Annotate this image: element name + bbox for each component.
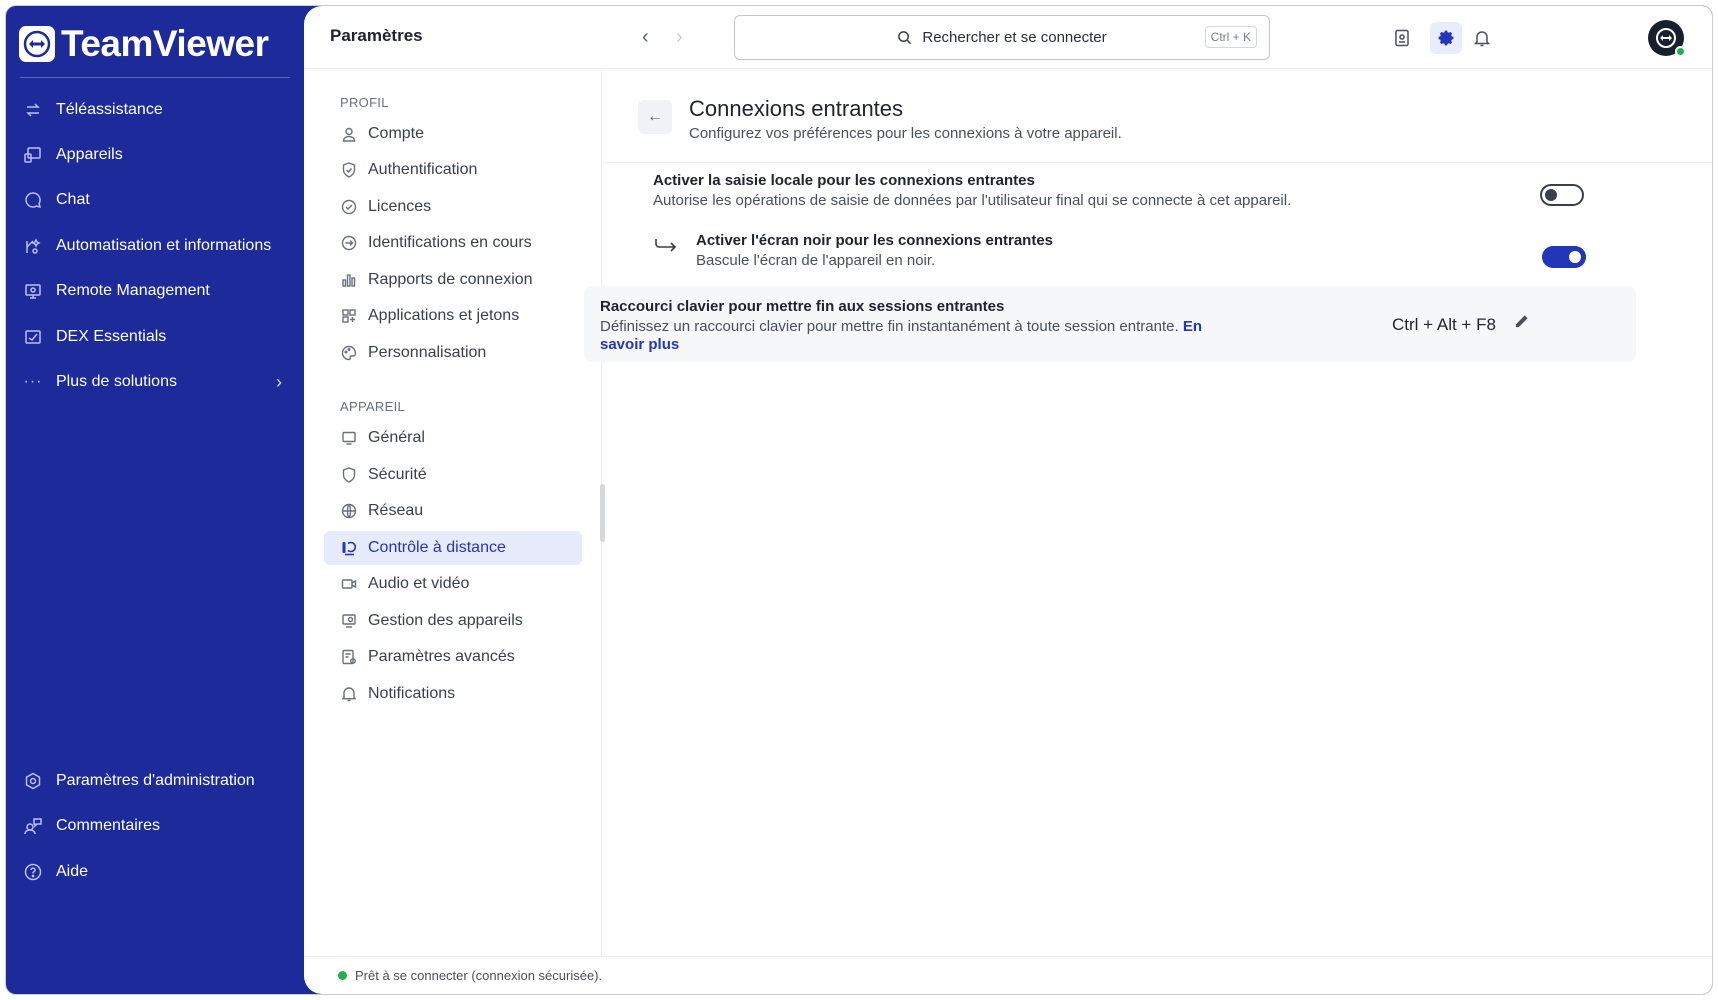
settings-item-label: Audio et vidéo [368,575,470,592]
nav-item-devices[interactable] [22,140,290,170]
bell-icon [340,685,358,703]
settings-item-label: Applications et jetons [368,307,520,324]
settings-item-licenses[interactable] [324,190,582,224]
arrows-swap-icon [22,99,44,121]
nav-item-automation[interactable] [22,231,290,261]
brand-name: TeamViewer [61,23,269,64]
shortcut-description: Définissez un raccourci clavier pour mettre fin instantanément à toute session entrante. [600,318,1179,335]
settings-item-security[interactable] [324,458,582,492]
nav-item-label: Chat [56,191,90,208]
settings-item-device-management[interactable] [324,604,582,638]
devices-icon [22,144,44,166]
nav-item-more-solutions[interactable] [22,367,290,397]
local-input-toggle[interactable] [1540,184,1584,206]
settings-item-label: Paramètres avancés [368,648,515,665]
chat-icon [22,189,44,211]
page-section-title: Paramètres [330,26,423,45]
login-icon [340,234,358,252]
back-arrow-icon[interactable]: ‹ [642,26,649,48]
settings-item-remote-control[interactable] [324,531,582,565]
nav-item-label: Plus de solutions [56,373,177,390]
settings-item-label: Licences [368,198,432,215]
video-icon [340,575,358,593]
black-screen-toggle[interactable] [1542,246,1586,268]
nav-item-help[interactable] [22,857,290,887]
shortcut-title: Raccourci clavier pour mettre fin aux sessions entrantes [600,298,1005,315]
content-header [604,70,1712,163]
user-icon [340,125,358,143]
nav-item-admin-settings[interactable] [22,766,290,796]
settings-item-label: Réseau [368,502,424,519]
shortcut-card [584,286,1636,362]
shortcut-description-block [600,318,1250,354]
nav-item-label: Commentaires [56,817,161,834]
edit-shortcut-button[interactable] [1510,313,1532,335]
setting-description: Autorise les opérations de saisie de données par l'utilisateur final qui se connecte à cet appareil. [653,192,1292,209]
setting-local-input [653,172,1553,209]
bar-chart-icon [340,271,358,289]
forward-arrow-icon[interactable]: › [676,26,683,48]
settings-item-apps-tokens[interactable] [324,299,582,333]
settings-item-general[interactable] [324,421,582,455]
settings-item-personalization[interactable] [324,336,582,370]
settings-item-label: Général [368,429,425,446]
globe-icon [340,502,358,520]
nav-item-chat[interactable] [22,185,290,215]
shortcut-value: Ctrl + Alt + F8 [1392,315,1496,334]
admin-settings-icon [22,770,44,792]
settings-item-active-logins[interactable] [324,226,582,260]
back-button[interactable] [638,100,672,134]
feedback-icon [22,815,44,837]
nav-item-label: Téléassistance [56,101,163,118]
setting-description: Bascule l'écran de l'appareil en noir. [696,252,936,269]
gear-icon[interactable] [1430,22,1462,54]
settings-item-authentication[interactable] [324,153,582,187]
nav-item-remote-assistance[interactable] [22,95,290,125]
nav-item-label: Appareils [56,146,123,163]
settings-item-account[interactable] [324,117,582,151]
monitor-icon [340,429,358,447]
arrow-left-icon: ← [647,108,663,125]
page-title: Connexions entrantes [689,96,904,121]
remote-control-icon [340,539,358,557]
teamviewer-logo [19,23,269,65]
settings-item-connection-reports[interactable] [324,263,582,297]
nav-item-feedback[interactable] [22,811,290,841]
chevron-right-icon: › [276,371,282,392]
toggle-knob [1545,189,1557,201]
avatar[interactable] [1648,20,1684,56]
top-bar [304,6,1712,69]
apps-icon [340,307,358,325]
status-indicator [338,971,347,980]
settings-item-label: Gestion des appareils [368,612,523,629]
nav-item-dex-essentials[interactable] [22,322,290,352]
palette-icon [340,344,358,362]
nav-item-label: Remote Management [56,282,210,299]
settings-item-label: Contrôle à distance [368,539,506,556]
settings-item-network[interactable] [324,494,582,528]
settings-item-label: Compte [368,125,425,142]
main-panel [304,6,1712,994]
shield-icon [340,466,358,484]
status-bar [304,956,1712,994]
device-management-icon [340,612,358,630]
nav-item-remote-management[interactable] [22,276,290,306]
teamviewer-logo-icon [19,26,55,62]
pencil-icon [1514,314,1529,334]
settings-item-label: Identifications en cours [368,234,532,251]
search-shortcut-hint: Ctrl + K [1205,26,1257,48]
shortcut-text [600,298,1300,354]
page-subtitle: Configurez vos préférences pour les connexions à votre appareil. [689,125,1122,142]
shield-check-icon [340,161,358,179]
nav-item-label: DEX Essentials [56,328,167,345]
settings-sidebar-scrollbar[interactable] [600,484,605,542]
contact-card-icon[interactable] [1390,26,1414,50]
search-input[interactable] [734,15,1270,60]
status-text: Prêt à se connecter (connexion sécurisée). [355,968,603,983]
help-icon [22,861,44,883]
remote-management-icon [22,280,44,302]
settings-item-label: Authentification [368,161,478,178]
settings-item-notifications[interactable] [324,677,582,711]
advanced-settings-icon [340,648,358,666]
main-navigation [6,6,304,994]
search-icon [897,30,912,45]
section-label-device: APPAREIL [340,399,406,414]
settings-item-label: Personnalisation [368,344,487,361]
more-icon: ··· [23,373,43,390]
logo-divider [20,77,290,78]
nav-item-label: Aide [56,863,89,880]
toggle-knob [1569,251,1581,263]
settings-sidebar [304,70,602,956]
automation-icon [22,235,44,257]
bell-icon[interactable] [1470,26,1494,50]
dex-icon [22,326,44,348]
setting-black-screen [696,232,1496,269]
settings-item-audio-video[interactable] [324,567,582,601]
app-window [6,6,1712,994]
sub-setting-arrow-icon [654,237,678,260]
nav-item-label: Paramètres d'administration [56,772,255,789]
online-status-dot [1675,46,1686,57]
learn-more-link[interactable]: En savoir plus [600,318,1202,353]
search-placeholder: Rechercher et se connecter [922,29,1107,46]
setting-title: Activer la saisie locale pour les connexions entrantes [653,172,1035,189]
settings-item-label: Sécurité [368,466,427,483]
setting-title: Activer l'écran noir pour les connexions entrantes [696,232,1054,249]
nav-item-label: Automatisation et informations [56,237,272,254]
section-label-profile: PROFIL [340,95,389,110]
settings-item-label: Rapports de connexion [368,271,533,288]
badge-check-icon [340,198,358,216]
settings-item-label: Notifications [368,685,456,702]
settings-item-advanced-settings[interactable] [324,640,582,674]
